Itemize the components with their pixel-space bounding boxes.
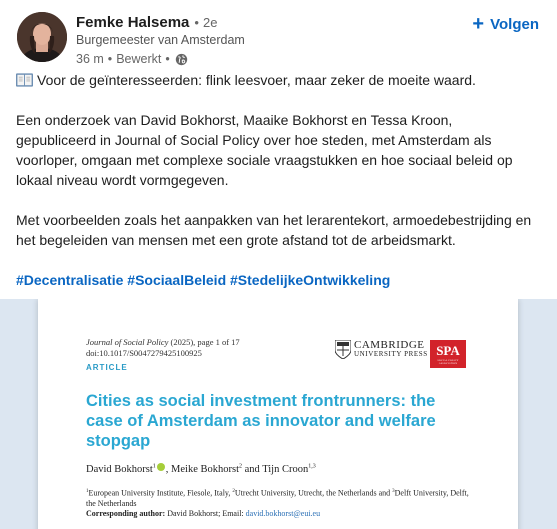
publisher-sub: UNIVERSITY PRESS bbox=[354, 349, 428, 358]
spa-logo bbox=[430, 340, 466, 368]
hashtags bbox=[16, 270, 536, 290]
article-label: ARTICLE bbox=[86, 363, 128, 372]
meta-separator-1: • bbox=[107, 52, 113, 66]
author-1: David Bokhorst bbox=[86, 464, 153, 475]
post-paragraph-1 bbox=[16, 70, 536, 90]
paper-authors: David Bokhorst$^1$ , Meike Bokhorst$^2$ and Tijn Croon$^{1,3}$ bbox=[86, 463, 316, 475]
hashtag-decentralisatie[interactable]: #Decentralisatie bbox=[16, 272, 124, 288]
doi: doi:10.1017/S0047279425100925 bbox=[86, 348, 202, 358]
journal-page: (2025), page 1 of 17 bbox=[168, 337, 240, 347]
post-text bbox=[16, 70, 536, 290]
cambridge-shield-icon bbox=[335, 340, 351, 359]
journal-reference bbox=[86, 337, 240, 359]
corresponding-name: David Bokhorst; Email: bbox=[165, 508, 246, 518]
avatar-photo-icon bbox=[17, 12, 67, 62]
globe-icon bbox=[175, 53, 188, 66]
post-time: 36 m bbox=[76, 52, 104, 66]
post-paragraph-2: Een onderzoek van David Bokhorst, Maaike Bokhorst en Tessa Kroon, gepubliceerd in Journal of Social Policy over hoe steden, met Amsterdam als voorloper, omgaan met complexe sociale vraagstukken en hoe sociaal beleid op lokaal niveau wordt vormgegeven. bbox=[16, 112, 513, 188]
connection-degree: 2e bbox=[202, 14, 218, 30]
hashtag-sociaalbeleid[interactable]: #SociaalBeleid bbox=[127, 272, 227, 288]
author-3: and Tijn Croon bbox=[242, 464, 309, 475]
publisher-name: CAMBRIDGE bbox=[354, 338, 425, 351]
corresponding-label: Corresponding author: bbox=[86, 508, 166, 518]
spa-logo-text: SPA bbox=[436, 343, 460, 358]
hashtag-stedelijkeontwikkeling[interactable]: #StedelijkeOntwikkeling bbox=[230, 272, 391, 288]
paper-affiliations: $^1$European University Institute, Fiesole, Italy, $^2$Utrecht University, Utrecht, the Netherlands and $^3$Delft University, Delft, the Netherlands Corresponding author: David Bokhorst; Email: david.bokhorst@eui.eu bbox=[86, 488, 469, 518]
name-line bbox=[76, 12, 245, 32]
corresponding-email: david.bokhorst@eui.eu bbox=[245, 508, 321, 518]
journal-name: Journal of Social Policy bbox=[86, 337, 169, 347]
follow-label: Volgen bbox=[490, 15, 539, 33]
paper-first-page bbox=[38, 299, 518, 529]
post-paragraph-1-text: Voor de geïnteresseerden: flink leesvoer, maar zeker de moeite waard. bbox=[37, 72, 476, 88]
post-meta bbox=[76, 51, 245, 67]
author-avatar[interactable] bbox=[17, 12, 67, 62]
post-image[interactable] bbox=[0, 299, 557, 529]
paper-title: Cities as social investment frontrunners: the case of Amsterdam as innovator and welfare stopgap bbox=[86, 392, 436, 450]
name-separator: • bbox=[194, 14, 199, 30]
author-2: , Meike Bokhorst bbox=[165, 464, 239, 475]
author-headline: Burgemeester van Amsterdam bbox=[76, 33, 245, 47]
orcid-icon bbox=[157, 463, 165, 471]
author-name[interactable]: Femke Halsema bbox=[76, 13, 190, 31]
follow-button[interactable] bbox=[472, 15, 539, 33]
cambridge-logo bbox=[335, 340, 428, 359]
post-paragraph-3: Met voorbeelden zoals het aanpakken van het lerarentekort, armoedebestrijding en het begeleiden van mensen met een grote afstand tot de arbeidsmarkt. bbox=[16, 212, 532, 248]
meta-separator-2: • bbox=[165, 52, 170, 66]
edited-label: Bewerkt bbox=[116, 52, 162, 66]
open-book-icon bbox=[16, 73, 33, 87]
plus-icon: + bbox=[472, 13, 485, 35]
spa-logo-sub: SOCIAL POLICY ASSOCIATION bbox=[437, 359, 459, 365]
author-info bbox=[76, 12, 245, 67]
